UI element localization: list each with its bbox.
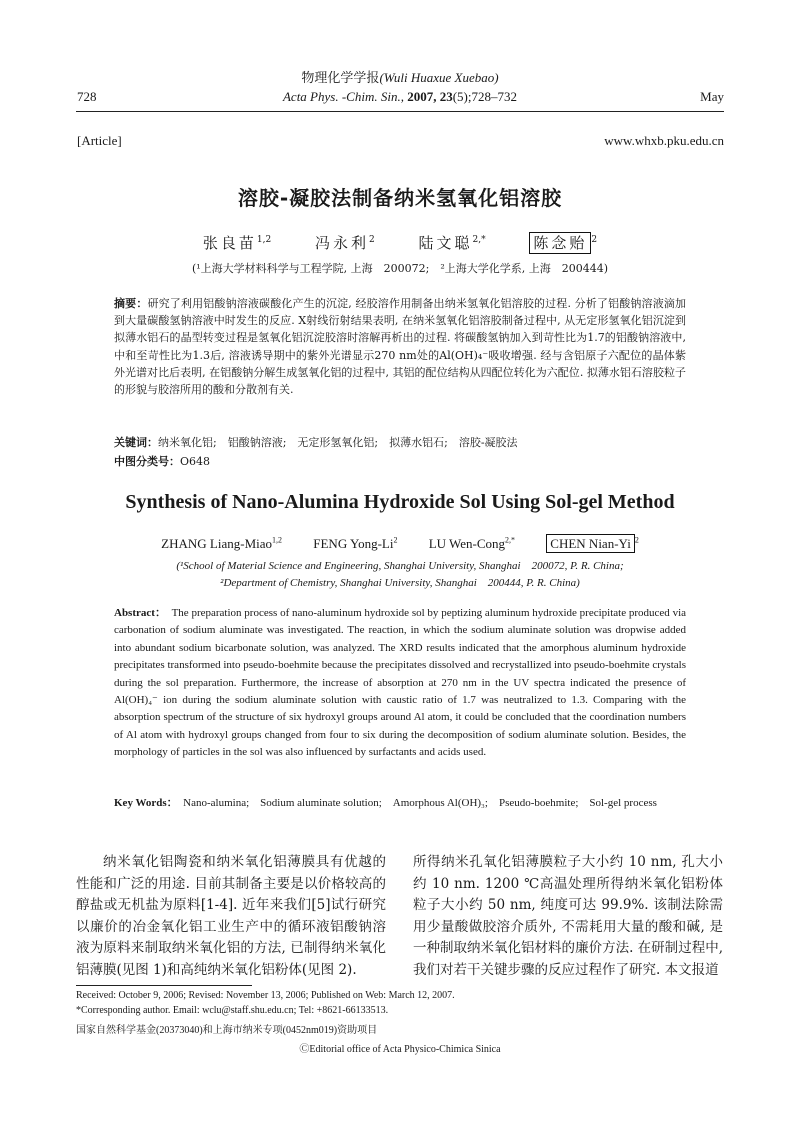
journal-website-link[interactable]: www.whxb.pku.edu.cn	[604, 133, 724, 148]
body-text-left-column: 纳米氧化铝陶瓷和纳米氧化铝薄膜具有优越的性能和广泛的用途. 目前其制备主要是以价格较高的醇盐或无机盐为原料[1-4]. 近年来我们[5]试行研究以廉价的冶金氧化铝工业生产中的循环液铝酸钠溶液为原料来制取纳米氧化铝的方法, 已制得纳米氧化铝薄膜(见图 1)和高纯纳米氧化铝粉体(见图 2).	[76, 854, 386, 978]
footnote-received: Received: October 9, 2006; Revised: November 13, 2006; Published on Web: March 12, 2007.	[76, 990, 455, 1001]
keywords-label-en: Key Words：	[114, 797, 178, 809]
author-cn-highlighted: 陈念贻 $^2$	[529, 234, 597, 252]
classification-cn	[114, 453, 210, 469]
abstract-cn	[114, 295, 686, 398]
journal-issue: (5)	[452, 89, 468, 104]
abstract-text-cn: 研究了利用铝酸钠溶液碳酸化产生的沉淀, 经胶溶作用制备出纳米氢氧化铝溶胶的过程. 分析了铝酸钠溶液滴加到大量碳酸氢钠溶液中时发生的反应. X射线衍射结果表明, 在纳米氢氧化铝溶胶制备过程中, 从无定形氢氧化铝沉淀到拟薄水铝石的晶型转变过程是氢氧化铝沉淀胶溶时溶解再析出的过程. 将碳酸氢钠加入到苛性比为1.7的铝酸钠溶液中, 中和至苛性比为1.3后, 溶液诱导期中的紫外光谱显示270 nm处的Al(OH)₄⁻吸收增强. 经与含铝原子六配位的晶体紫外光谱对比后表明, 在铝酸钠分解生成氢氧化铝的过程中, 其铝的配位结构从四配位转化为六配位. 拟薄水铝石溶胶粒子的形貌与胶溶所用的酸和分散剂有关.	[114, 297, 687, 397]
keywords-cn	[114, 434, 518, 450]
journal-pinyin: (Wuli Huaxue Xuebao)	[379, 70, 499, 85]
body-text-right-column: 所得纳米孔氧化铝薄膜粒子大小约 10 nm, 孔大小约 10 nm. 1200 ℃高温处理所得纳米氧化铝粉体粒子大小约 50 nm, 纯度可达 99.9%. 该制法除需用少量酸做胶溶介质外, 不需耗用大量的酸和碱, 是一种制取纳米氧化铝材料的廉价方法. 在研制过程中, 我们对若干关键步骤的反应过程作了研究. 本文报道	[413, 854, 723, 978]
abstract-label-cn: 摘要：	[114, 297, 148, 310]
keywords-label-cn: 关键词：	[114, 436, 158, 449]
journal-year: 2007	[407, 89, 434, 104]
classification-code: O648	[180, 455, 211, 468]
journal-month: May	[700, 89, 724, 104]
author-en: LU Wen-Cong$^{2,*}$	[428, 536, 516, 552]
copyright-notice: ⒸEditorial office of Acta Physico-Chimica Sinica	[299, 1044, 501, 1055]
article-type: [Article]	[77, 133, 122, 148]
paper-title-en: Synthesis of Nano-Alumina Hydroxide Sol Using Sol-gel Method	[125, 491, 675, 513]
journal-volume: 23	[439, 89, 453, 104]
abstract-en	[114, 605, 686, 762]
affiliation-en-2: ²Department of Chemistry, Shanghai University, Shanghai 200444, P. R. China)	[220, 577, 580, 589]
author-list-cn	[0, 232, 800, 253]
affiliation-cn: (¹上海大学材料科学与工程学院, 上海 200072; ²上海大学化学系, 上海 200444)	[191, 262, 609, 275]
footnote-rule	[76, 985, 252, 986]
author-en: FENG Yong-Li$^2$	[313, 536, 398, 552]
journal-citation: Acta Phys. -Chim. Sin., 2007, 23(5);728–732	[282, 89, 517, 104]
keywords-text-en: Nano-alumina; Sodium aluminate solution; Amorphous Al(OH)₃; Pseudo-boehmite; Sol-gel process	[183, 797, 657, 809]
paper-title-cn: 溶胶-凝胶法制备纳米氢氧化铝溶胶	[237, 186, 563, 210]
abstract-text-en: The preparation process of nano-aluminum hydroxide sol by peptizing aluminum hydroxide precipitate produced via carbonation of sodium aluminate was investigated. The reaction, in which the sodium aluminate solution was dropwise added into abundant sodium bicarbonate solution, was analyzed. The XRD results indicated that the amorphous aluminum hydroxide precipitates transformed into pseudo-boehmite because the precipitates dissolved and recrystallized into pseudo-boehmite crystals during the sol preparation. Furthermore, the increase of absorption at 270 nm in the UV spectra indicated the presence of Al(OH)₄⁻ ion during the sodium aluminate solution with caustic ratio of 1.7 was neutralized to 1.3. Comparing with the absorption spectrum of the structure of six hydroxyl groups around Al atom, it could be concluded that the coordination numbers of Al atom with hydroxyl groups changed from four to six during the decomposition of sodium aluminate solution. Besides, the morphology of particles in the sol was also influenced by surfactants and acids used.	[114, 607, 687, 759]
author-en-highlighted: CHEN Nian-Yi $^2$	[546, 536, 639, 551]
author-list-en	[0, 536, 800, 552]
footnote-corresponding: *Corresponding author. Email: wclu@staff.shu.edu.cn; Tel: +8621-66133513.	[76, 1005, 389, 1016]
keywords-text-cn: 纳米氧化铝; 铝酸钠溶液; 无定形氢氧化铝; 拟薄水铝石; 溶胶-凝胶法	[158, 436, 518, 449]
footnote-funding: 国家自然科学基金(20373040)和上海市纳米专项(0452nm019)资助项目	[76, 1025, 378, 1036]
abstract-label-en: Abstract：	[114, 607, 166, 619]
keywords-en	[114, 795, 686, 812]
author-cn: 张良苗$^{1,2}$	[202, 234, 272, 252]
author-cn: 冯永利$^2$	[314, 234, 375, 252]
journal-name-en: Acta Phys. -Chim. Sin.	[282, 89, 401, 104]
author-cn: 陆文聪$^{2,*}$	[418, 234, 486, 252]
journal-name-cn: 物理化学学报	[301, 71, 380, 86]
author-en: ZHANG Liang-Miao$^{1,2}$	[161, 536, 283, 552]
page-number: 728	[77, 89, 97, 104]
journal-header-cn	[0, 67, 800, 86]
journal-pages: ;728–732	[467, 89, 517, 104]
classification-label-cn: 中图分类号：	[114, 455, 180, 468]
affiliation-en-1: (¹School of Material Science and Engineering, Shanghai University, Shanghai 200072, P. R. China;	[176, 560, 624, 572]
header-rule	[76, 111, 724, 112]
